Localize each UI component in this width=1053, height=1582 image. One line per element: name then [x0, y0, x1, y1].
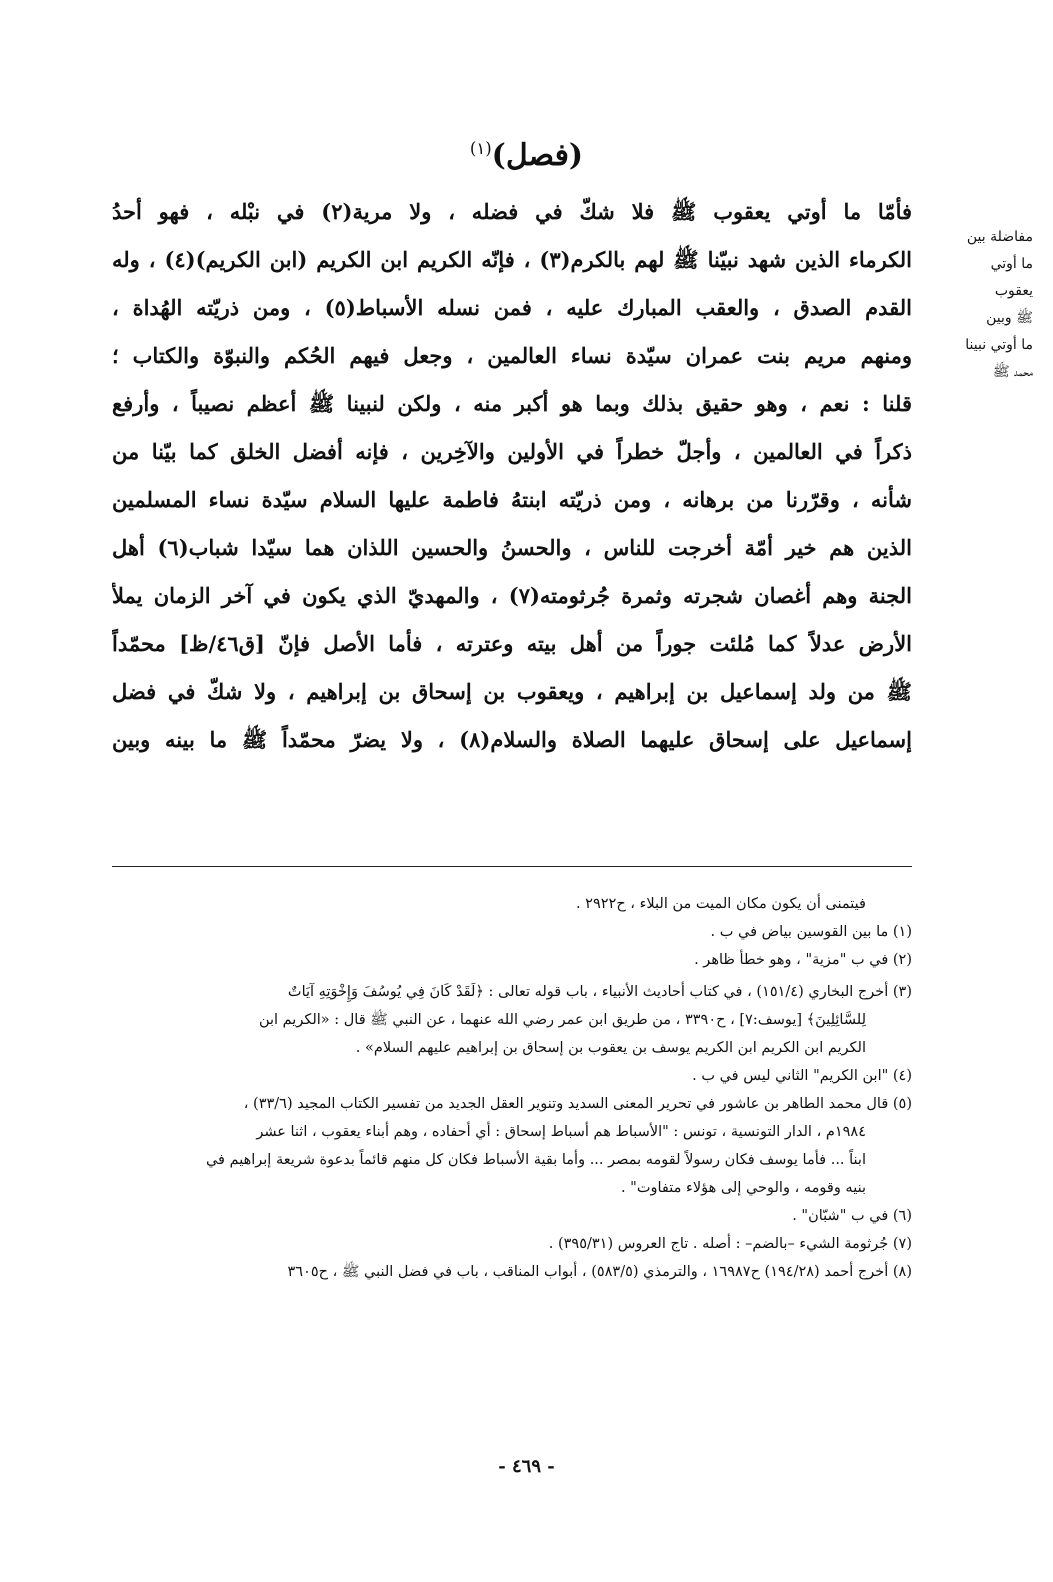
margin-note-line: ﷺ وبين [986, 310, 1033, 326]
margin-note-line: ما أوتي نبينا [965, 337, 1033, 353]
section-heading [0, 138, 1053, 173]
footnote-divider [112, 866, 912, 867]
margin-note [928, 224, 1033, 386]
main-text [112, 188, 912, 764]
heading-footnote-ref: (١) [469, 139, 492, 158]
page-number: - ٤٦٩ - [498, 1456, 555, 1477]
margin-note-line: مفاضلة بين [966, 229, 1033, 245]
margin-note-line: ما أوتي [990, 256, 1033, 272]
text-line: ﷺ من ولد إسماعيل بن إبراهيم ، ويعقوب بن إسحاق بن إبراهيم ، ولا شكّ في فضل [112, 679, 912, 704]
text-line: الجنة وهم أغصان شجرته وثمرة جُرثومته(٧) ، والمهديّ الذي يكون في آخر الزمان يملأ [112, 583, 912, 608]
text-line: قلنا : نعم ، وهو حقيق بذلك وبما هو أكبر منه ، ولكن لنبينا ﷺ أعظم نصيباً ، وأرفع [112, 391, 912, 416]
text-line: شأنه ، وقرّرنا من برهانه ، ومن ذريّته ابنتهُ فاطمة عليها السلام سيّدة نساء المسلمين [112, 487, 912, 512]
footnote-2: (٢) في ب "مزية" ، وهو خطأ ظاهر . [694, 952, 912, 968]
heading-word: فصل [505, 138, 569, 173]
footnote-1: (١) ما بين القوسين بياض في ب . [710, 924, 912, 940]
footnote-5-line-1: (٥) قال محمد الطاهر بن عاشور في تحرير المعنى السديد وتنوير العقل الجديد من تفسير الكتاب المجيد (٣٣/٦) ، [243, 1096, 912, 1112]
text-line: القدم الصدق ، والعقب المبارك عليه ، فمن نسله الأسباط(٥) ، ومن ذريّته الهُداة ، [112, 295, 912, 320]
text-line: الأرض عدلاً كما مُلئت جوراً من أهل بيته وعترته ، فأما الأصل فإنّ [ق٤٦/ظ] محمّداً [112, 631, 912, 656]
footnote-5-line-3: ابناً ... فأما يوسف فكان رسولاً لقومه بمصر ... وأما بقية الأسباط فكان كل منهم قائماً بدعوة شريعة إبراهيم في [205, 1152, 866, 1168]
heading-close-paren: ) [491, 138, 506, 173]
footnote-6: (٦) في ب "شبّان" . [792, 1208, 912, 1224]
text-line: ومنهم مريم بنت عمران سيّدة نساء العالمين ، وجعل فيهم الحُكم والنبوّة والكتاب ؛ [112, 343, 912, 368]
footnote-5-line-2: ١٩٨٤م ، الدار التونسية ، تونس : "الأسباط هم أسباط إسحاق : أي أحفاده ، وهم أبناء يعقوب ، اثنا عشر [256, 1124, 866, 1140]
text-line: الكرماء الذين شهد نبيّنا ﷺ لهم بالكرم(٣) ، فإنّه الكريم ابن الكريم (ابن الكريم)(٤) ، وله [112, 247, 912, 272]
text-line: الذين هم خير أمّة أخرجت للناس ، والحسنُ والحسين اللذان هما سيّدا شباب(٦) أهل [112, 535, 912, 560]
footnote-7: (٧) جُرثومة الشيء –بالضم– : أصله . تاج العروس (٣٩٥/٣١) . [548, 1236, 912, 1252]
footnote-4: (٤) "ابن الكريم" الثاني ليس في ب . [692, 1068, 912, 1084]
footnote-8: (٨) أخرج أحمد (١٩٤/٢٨) ح١٦٩٨٧ ، والترمذي (٥٨٣/٥) ، أبواب المناقب ، باب في فضل النبي ﷺ ، ح٣٦٠٥ [287, 1264, 912, 1280]
footnote-carryover: فيتمنى أن يكون مكان الميت من البلاء ، ح٢٩٢٢ . [575, 896, 866, 912]
text-line: فأمّا ما أوتي يعقوب ﷺ فلا شكّ في فضله ، ولا مرية(٢) في نبْله ، فهو أحدُ [112, 199, 912, 224]
margin-note-line: يعقوب [994, 283, 1033, 299]
footnotes [112, 890, 912, 1286]
heading-open-paren: ( [568, 138, 584, 173]
footnote-3-line-3: الكريم ابن الكريم ابن الكريم يوسف بن يعقوب بن إسحاق بن إبراهيم عليهم السلام» . [355, 1040, 866, 1056]
footnote-3-line-2: لِلسَّائِلِينَ﴾ [يوسف:٧] ، ح٣٣٩٠ ، من طريق ابن عمر رضي الله عنهما ، عن النبي ﷺ قال : «الكريم ابن [258, 1012, 866, 1028]
footnote-3-line-1: (٣) أخرج البخاري (١٥١/٤) ، في كتاب أحاديث الأنبياء ، باب قوله تعالى : ﴿لَقَدْ كَانَ فِي يُوسُفَ وَإِخْوَتِهِ آيَاتٌ [287, 984, 912, 1000]
text-line: ذكراً في العالمين ، وأجلّ خطراً في الأولين والآخِرين ، فإنه أفضل الخلق كما بيّنا من [112, 439, 912, 464]
text-line: إسماعيل على إسحاق عليهما الصلاة والسلام(٨) ، ولا يضرّ محمّداً ﷺ ما بينه وبين [112, 727, 912, 752]
footnote-5-line-4: بنيه وقومه ، والوحي إلى هؤلاء متفاوت" . [620, 1180, 866, 1196]
margin-note-line: محمد ﷺ [992, 364, 1033, 380]
